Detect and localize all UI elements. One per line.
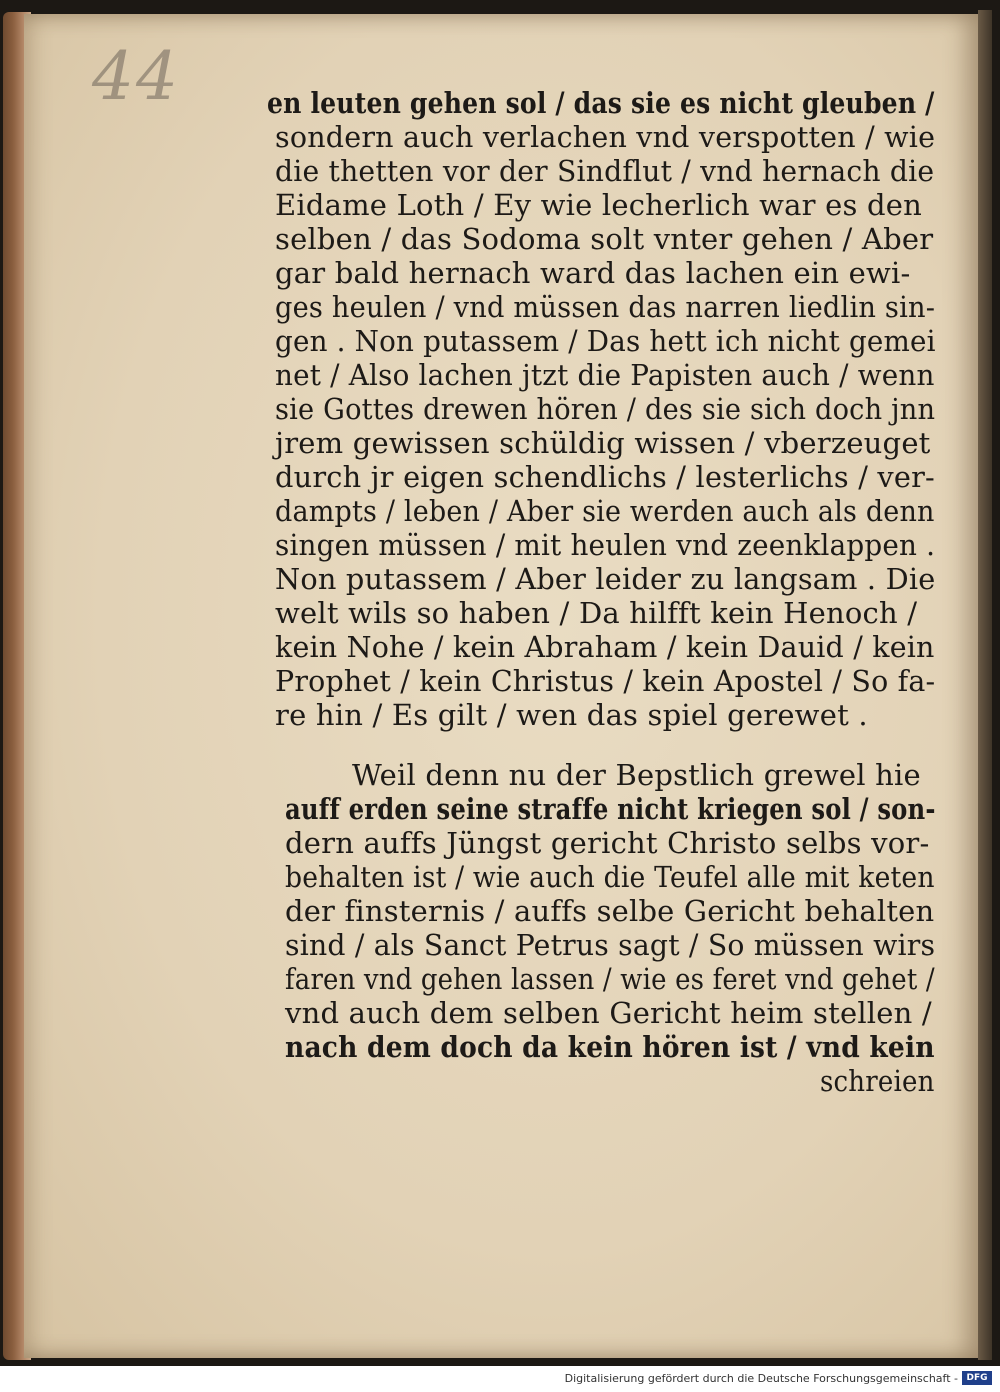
text-line: sie Gottes drewen hören / des sie sich doch jnn	[275, 392, 936, 426]
text-line: Prophet / kein Christus / kein Apostel / So fa-	[275, 664, 936, 698]
dfg-logo-icon: DFG	[962, 1371, 992, 1385]
catchword: schreien	[820, 1064, 935, 1098]
text-line: vnd auch dem selben Gericht heim stellen /	[285, 996, 932, 1030]
text-line: sind / als Sanct Petrus sagt / So müssen wirs	[285, 928, 936, 962]
text-line: nach dem doch da kein hören ist / vnd kein	[285, 1030, 935, 1064]
text-line: der finsternis / auffs selbe Gericht behalten	[285, 894, 935, 928]
text-line: durch jr eigen schendlichs / lesterlichs / ver-	[275, 460, 935, 494]
text-line: Non putassem / Aber leider zu langsam . Die	[275, 562, 936, 596]
text-line: dampts / leben / Aber sie werden auch als denn	[275, 494, 935, 528]
text-line: en leuten gehen sol / das sie es nicht gleuben /	[267, 86, 935, 120]
text-line: dern auffs Jüngst gericht Christo selbs vor-	[285, 826, 930, 860]
text-line: net / Also lachen jtzt die Papisten auch / wenn	[275, 358, 935, 392]
text-line: gen . Non putassem / Das hett ich nicht gemei	[275, 324, 936, 358]
text-line: kein Nohe / kein Abraham / kein Dauid / kein	[275, 630, 935, 664]
text-line: selben / das Sodoma solt vnter gehen / Aber	[275, 222, 934, 256]
text-line: faren vnd gehen lassen / wie es feret vnd gehet /	[285, 962, 935, 996]
folio-number: 44	[92, 38, 180, 115]
text-line: jrem gewissen schüldig wissen / vberzeuget	[275, 426, 931, 460]
text-line: re hin / Es gilt / wen das spiel gerewet .	[275, 698, 868, 732]
text-line: sondern auch verlachen vnd verspotten / wie	[275, 120, 936, 154]
text-line: singen müssen / mit heulen vnd zeenklappen .	[275, 528, 936, 562]
text-line: Eidame Loth / Ey wie lecherlich war es den	[275, 188, 923, 222]
text-line: ges heulen / vnd müssen das narren liedlin sin-	[275, 290, 936, 324]
text-line: die thetten vor der Sindflut / vnd hernach die	[275, 154, 935, 188]
text-line: behalten ist / wie auch die Teufel alle mit keten	[285, 860, 935, 894]
text-line: Weil denn nu der Bepstlich grewel hie	[352, 758, 921, 792]
digitization-credit: Digitalisierung gefördert durch die Deutsche Forschungsgemeinschaft -	[564, 1372, 958, 1385]
text-line: welt wils so haben / Da hilfft kein Henoch /	[275, 596, 918, 630]
text-line: auff erden seine straffe nicht kriegen sol / son-	[285, 792, 936, 826]
text-line: gar bald hernach ward das lachen ein ewi-	[275, 256, 911, 290]
